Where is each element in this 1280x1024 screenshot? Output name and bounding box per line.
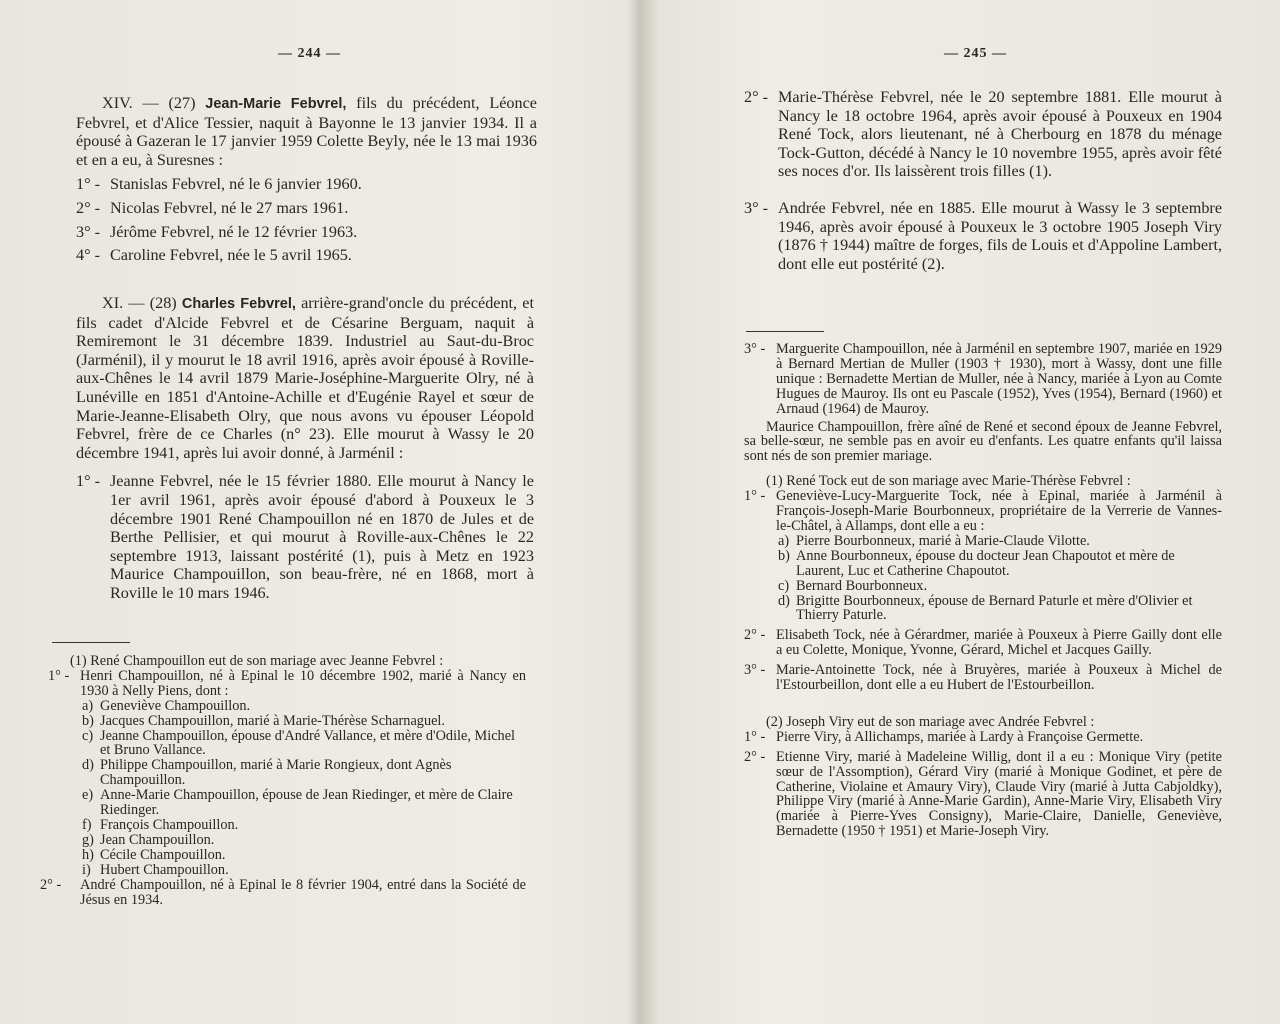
sub-item [778,594,1222,624]
sub-item [778,579,1222,594]
tock-list-2 [744,628,1222,693]
list-item [744,750,1222,839]
list-item-text: Pierre Viry, à Allichamps, mariée à Lardy à Françoise Germette. [776,728,1144,745]
section-xi [76,294,534,603]
maurice-paragraph: Maurice Champouillon, frère aîné de René et second époux de Jeanne Febvrel, sa belle-sœur, ne semble pas en avoir eu d'enfants. Les quatre enfants qu'il laissa sont nés de son premier mariage. [744,418,1222,465]
sub-marker: c) [778,577,790,594]
list-item-text: André Champouillon, né à Epinal le 8 février 1904, entré dans la Société de Jésus en 1934. [80,876,526,908]
sub-marker: f) [82,816,92,833]
page-number-right: — 245 — [944,46,1007,61]
sub-item-text: Bernard Bourbonneux. [796,577,928,594]
list-item-text: Caroline Febvrel, née le 5 avril 1965. [110,246,352,265]
footnote-sublist [48,699,526,878]
list-item [76,199,537,218]
list-marker: 4° - [76,246,101,265]
sub-item-text: Jacques Champouillon, marié à Marie-Thérèse Scharnaguel. [100,712,445,729]
sub-marker: i) [82,861,91,878]
footnote-1 [40,653,526,908]
list-item-text: Nicolas Febvrel, né le 27 mars 1961. [110,198,349,217]
sub-item [82,699,526,714]
viry-list [744,730,1222,839]
list-item-text: Henri Champouillon, né à Epinal le 10 décembre 1902, marié à Nancy en 1930 à Nelly Piens, dont : [80,667,526,699]
list-item [744,663,1222,693]
sub-marker: d) [778,592,790,609]
footnote-head: (1) René Champouillon eut de son mariage avec Jeanne Febvrel : [70,653,444,669]
list-item [744,489,1222,534]
list-item-text: Marie-Thérèse Febvrel, née le 20 septembre 1881. Elle mourut à Nancy le 18 octobre 1964, après avoir épousé à Pouxeux en 1904 René Tock, alors lieutenant, né à Cherbourg en 1878 du ménage Tock-Gutton, décédé à Nancy le 10 novembre 1955, après avoir fêté ses noces d'or. Ils laissèrent trois filles (1). [778,88,1222,181]
page-number-left: — 244 — [278,46,341,61]
list-item-text: Marie-Antoinette Tock, née à Bruyères, mariée à Pouxeux à Michel de l'Estourbeillon, dont elle a eu Hubert de l'Estourbeillon. [776,662,1222,694]
section-xi-number: XI. — (28) [102,294,182,312]
list-item [48,669,526,699]
sub-marker: a) [82,697,94,714]
list-marker: 1° - [76,175,101,194]
viry-head: (2) Joseph Viry eut de son mariage avec Andrée Febvrel : [766,713,1095,730]
sub-item [82,863,526,878]
list-marker: 3° - [744,198,769,217]
list-marker: 2° - [744,88,769,106]
list-item-text: Jeanne Febvrel, née le 15 février 1880. Elle mourut à Nancy le 1er avril 1961, après avoir épousé d'abord à Pouxeux le 3 décembre 1901 René Champouillon né en 1870 de Jules et de Berthe Pellisier, et qui mourut à Roville-aux-Chênes le 22 septembre 1913, laissant postérité (1), puis à Metz en 1923 Maurice Champouillon, son beau-frère, né en 1868, mort à Roville le 10 mars 1946. [110,472,534,602]
list-item-text: Andrée Febvrel, née en 1885. Elle mourut à Wassy le 3 septembre 1946, après avoir épousé à Pouxeux le 3 octobre 1905 Joseph Viry (1876 † 1944) maître de forges, fils de Louis et d'Appoline Lambert, dont elle eut postérité (2). [778,198,1222,273]
list-marker: 2° - [744,627,766,644]
section-xi-lead [76,294,534,462]
list-item [744,88,1222,181]
list-item [76,175,537,194]
list-marker: 1° - [744,728,766,745]
sub-marker: c) [82,727,94,744]
list-item [76,472,534,602]
footnote-rule-right [746,331,824,332]
sub-item-text: Philippe Champouillon, marié à Marie Rongieux, dont Agnès Champouillon. [100,757,452,789]
list-marker: 3° - [76,222,101,241]
sub-item-text: Cécile Champouillon. [100,846,226,863]
section-xi-name: Charles Febvrel, [181,296,296,312]
section-xiv-children [76,175,537,264]
left-page [0,0,636,1024]
section-xiv [76,94,537,265]
list-item [744,628,1222,658]
sub-item-text: Hubert Champouillon. [100,861,229,878]
list-item-text: Etienne Viry, marié à Madeleine Willig, dont il a eu : Monique Viry (petite sœur de l'Assomption), Gérard Viry (marié à Monique Godinet, et père de Catherine, Violaine et Amaury Viry), Claude Viry (marié à Jutta Cabjoldky), Philippe Viry (marié à Anne-Marie Gardin), Anne-Marie Viry, Elisabeth Viry (mariée à Pierre-Yves Consigny), Marie-Claire, Danielle, Geneviève, Bernadette (1950 † 1951) et Marie-Joseph Viry. [776,748,1222,840]
sub-item-text: Brigitte Bourbonneux, épouse de Bernard Paturle et mère d'Olivier et Thierry Paturle. [796,592,1193,624]
list-item [744,199,1222,273]
sub-item-text: Geneviève Champouillon. [100,697,251,714]
sub-item [82,714,526,729]
list-item-text: Geneviève-Lucy-Marguerite Tock, née à Epinal, mariée à Jarménil à François-Joseph-Marie Bourbonneux, propriétaire de la Verrerie de Vannes-le-Châtel, à Allamps, dont elle a eu : [776,488,1222,534]
sub-item [82,788,526,818]
section-xiv-lead [76,94,537,169]
list-item [76,246,537,265]
sub-item [82,729,526,759]
list-marker: 1° - [48,667,70,684]
list-item-text: Marguerite Champouillon, née à Jarménil en septembre 1907, mariée en 1929 à Bernard Mertian de Muller (1903 † 1930), mort à Wassy, dont une fille unique : Bernadette Mertian de Muller, née à Nancy, mariée à Lyon au Comte Hugues de Mauroy. Ils ont eu Pascale (1952), Yves (1954), Bernard (1960) et Arnaud (1964) de Mauroy. [776,341,1222,417]
list-item [40,878,526,908]
sub-marker: h) [82,846,94,863]
sub-marker: d) [82,757,94,774]
sub-item-text: Jeanne Champouillon, épouse d'André Vallance, et mère d'Odile, Michel et Bruno Vallance. [100,727,516,759]
sub-marker: b) [778,547,790,564]
list-marker: 2° - [40,876,62,893]
sub-marker: e) [82,787,94,804]
sub-item [778,534,1222,549]
list-marker: 1° - [76,472,101,491]
footnote-rule [52,642,130,643]
list-item-text: Stanislas Febvrel, né le 6 janvier 1960. [110,175,362,194]
tock-sublist [744,534,1222,623]
sub-item-text: Anne-Marie Champouillon, épouse de Jean Riedinger, et mère de Claire Riedinger. [100,787,513,819]
footnote-continued [744,342,1222,839]
section-xi-children [76,472,534,602]
main-list-right [744,88,1222,273]
sub-marker: g) [82,831,94,848]
list-marker: 3° - [744,662,766,679]
section-xiv-text: fils du précédent, Léonce Febvrel, et d'Alice Tessier, naquit à Bayonne le 13 janvier 1934. Il a épousé à Gazeran le 17 janvier 1959 Colette Beyly, née le 13 mai 1936 et en a eu, à Suresnes : [76,94,537,169]
sub-item [778,549,1222,579]
sub-item [82,833,526,848]
children-list-continued [744,88,1222,273]
right-page [644,0,1280,1024]
section-xiv-number: XIV. — (27) [102,94,206,112]
list-marker: 1° - [744,488,766,505]
section-xiv-name: Jean-Marie Febvrel, [205,96,347,112]
list-item [76,223,537,242]
note-3-list [744,342,1222,417]
sub-marker: a) [778,532,790,549]
sub-item [82,758,526,788]
list-item [744,730,1222,745]
list-marker: 2° - [76,198,101,217]
sub-item-text: Anne Bourbonneux, épouse du docteur Jean Chapoutot et mère de Laurent, Luc et Catherine Chapoutot. [796,547,1175,579]
list-item-text: Elisabeth Tock, née à Gérardmer, mariée à Pouxeux à Pierre Gailly dont elle a eu Colette, Monique, Yvonne, Gérard, Michel et Jacques Gailly. [776,627,1222,659]
sub-marker: b) [82,712,94,729]
tock-list [744,489,1222,534]
footnote-list-2 [40,878,526,908]
list-item-text: Jérôme Febvrel, né le 12 février 1963. [110,222,358,241]
list-item [744,342,1222,417]
sub-item-text: Pierre Bourbonneux, marié à Marie-Claude Vilotte. [796,532,1090,549]
sub-item-text: François Champouillon. [100,816,239,833]
sub-item [82,848,526,863]
list-marker: 2° - [744,748,766,765]
list-marker: 3° - [744,341,766,357]
tock-head: (1) René Tock eut de son mariage avec Marie-Thérèse Febvrel : [766,473,1131,490]
sub-item [82,818,526,833]
sub-item-text: Jean Champouillon. [100,831,215,848]
footnote-list [48,669,526,699]
section-xi-text: arrière-grand'oncle du précédent, et fils cadet d'Alcide Febvrel et de Césarine Berguam, naquit à Remiremont le 31 décembre 1839. Industriel au Saut-du-Broc (Jarménil), il y mourut le 18 avril 1916, après avoir épousé à Roville-aux-Chênes le 14 avril 1879 Marie-Joséphine-Marguerite Olry, né à Lunéville en 1851 d'Antoine-Achille et d'Eugénie Rayel et sœur de Marie-Jeanne-Elisabeth Olry, que nous avons vu épouser Léopold Febvrel, frère de ce Charles (n° 23). Elle mourut à Wassy le 20 décembre 1941, après lui avoir donné, à Jarménil : [76,294,534,462]
